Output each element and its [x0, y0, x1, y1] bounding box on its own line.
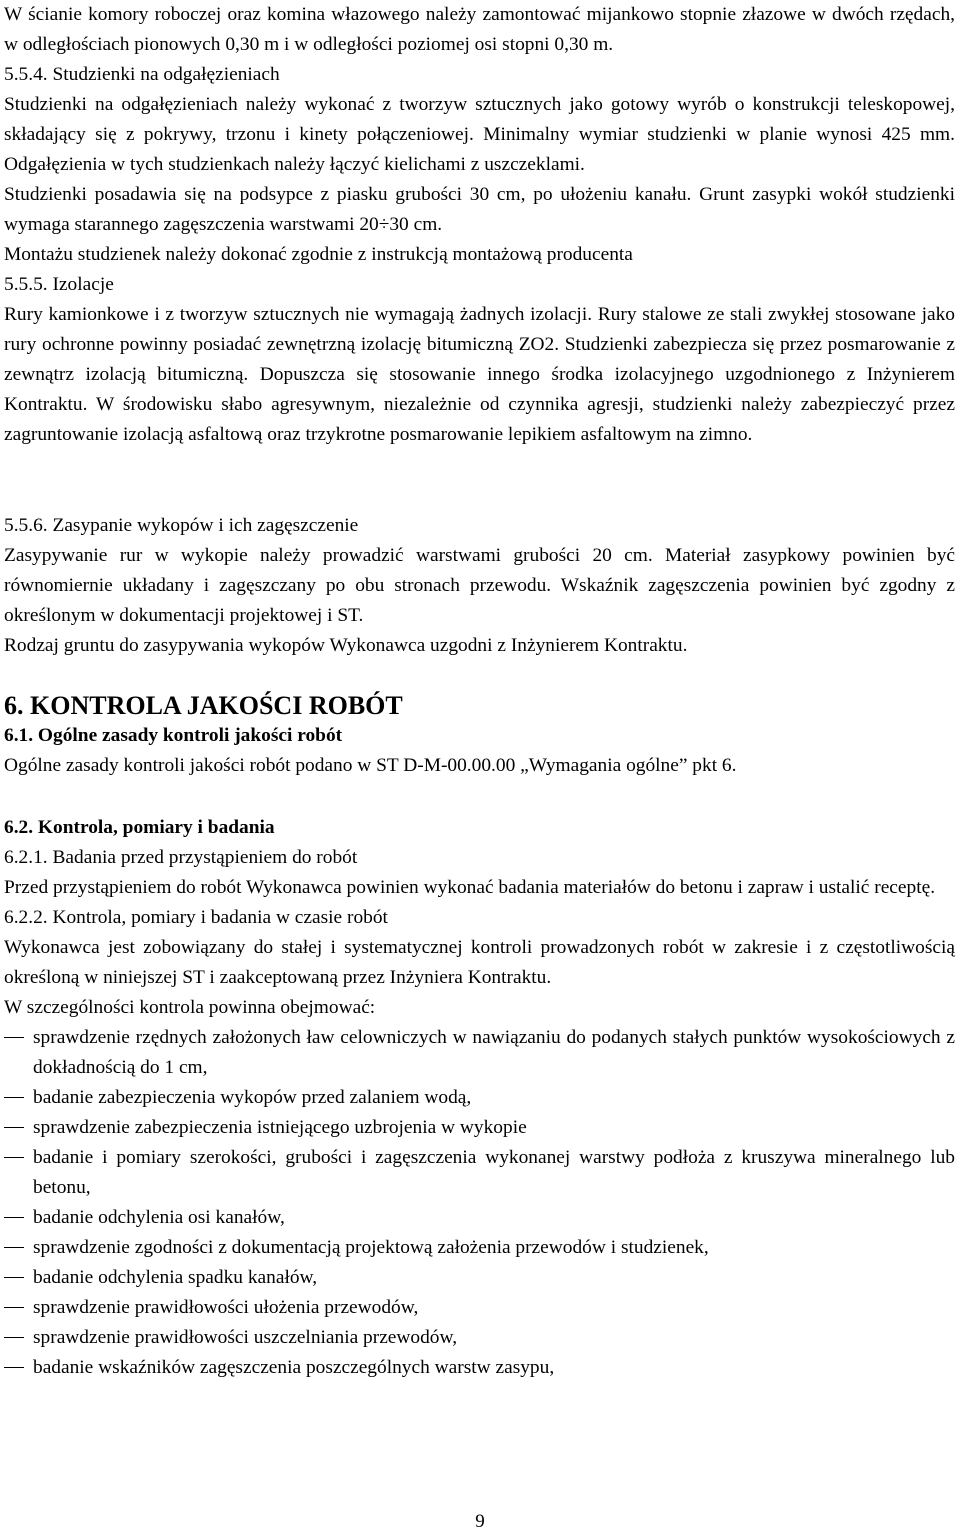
paragraph-manhole-bedding: Studzienki posadawia się na podsypce z piasku grubości 30 cm, po ułożeniu kanału. Grunt zasypki wokół studzienki wymaga starannego zagęszczenia warstwami 20÷30 cm. [4, 184, 955, 235]
dash-bullet-icon [4, 1367, 24, 1368]
section-title-5-5-5: 5.5.5. Izolacje [4, 274, 114, 295]
dash-bullet-icon [4, 1307, 24, 1308]
dash-bullet-icon [4, 1277, 24, 1278]
spacer [4, 781, 955, 813]
spacer [4, 450, 955, 511]
heading-6-1: 6.1. Ogólne zasady kontroli jakości robót [4, 725, 343, 746]
paragraph-steps: W ścianie komory roboczej oraz komina włazowego należy zamontować mijankowo stopnie złazowe w dwóch rzędach, w odległościach pionowych 0,30 m i w odległości poziomej osi stopni 0,30 m. [4, 4, 955, 55]
list-item: sprawdzenie rzędnych założonych ław celowniczych w nawiązaniu do podanych stałych punktów wysokościowych z dokładnością do 1 cm, [4, 1023, 955, 1083]
paragraph-general-rules: Ogólne zasady kontroli jakości robót podano w ST D-M-00.00.00 „Wymagania ogólne” pkt 6. [4, 755, 737, 776]
list-item: badanie i pomiary szerokości, grubości i zagęszczenia wykonanej warstwy podłoża z kruszywa mineralnego lub betonu, [4, 1143, 955, 1203]
section-title-5-5-4: 5.5.4. Studzienki na odgałęzieniach [4, 64, 280, 85]
paragraph-soil-type: Rodzaj gruntu do zasypywania wykopów Wykonawca uzgodni z Inżynierem Kontraktu. [4, 635, 688, 656]
paragraph-insulation: Rury kamionkowe i z tworzyw sztucznych nie wymagają żadnych izolacji. Rury stalowe ze stali zwykłej stosowane jako rury ochronne powinny posiadać zewnętrzną izolację bitumiczną ZO2. Studzienki zabezpiecza się przez posmarowanie z zewnątrz izolacją bitumiczną. Dopuszcza się stosowanie innego środka izolacyjnego uzgodnionego z Inżynierem Kontraktu. W środowisku słabo agresywnym, niezależnie od czynnika agresji, studzienki należy zabezpieczyć przez zagruntowanie izolacją asfaltową oraz trzykrotne posmarowanie lepikiem asfaltowym na zimno. [4, 304, 955, 445]
heading-quality-control: 6. KONTROLA JAKOŚCI ROBÓT [4, 691, 403, 720]
spacer [4, 661, 955, 691]
dash-bullet-icon [4, 1217, 24, 1218]
page-number: 9 [475, 1511, 485, 1532]
section-title-5-5-6: 5.5.6. Zasypanie wykopów i ich zagęszczenie [4, 515, 359, 536]
paragraph-backfill: Zasypywanie rur w wykopie należy prowadzić warstwami grubości 20 cm. Materiał zasypkowy powinien być równomiernie układany i zagęszczany po obu stronach przewodu. Wskaźnik zagęszczenia powinien być zgodny z określonym w dokumentacji projektowej i ST. [4, 545, 955, 626]
heading-6-2: 6.2. Kontrola, pomiary i badania [4, 817, 275, 838]
paragraph-contractor-control: Wykonawca jest zobowiązany do stałej i systematycznej kontroli prowadzonych robót w zakresie i z częstotliwością określoną w niniejszej ST i zaakceptowaną przez Inżyniera Kontraktu. [4, 937, 955, 988]
list-item: badanie odchylenia osi kanałów, [4, 1203, 955, 1233]
dash-bullet-icon [4, 1247, 24, 1248]
list-item: badanie wskaźników zagęszczenia poszczególnych warstw zasypu, [4, 1353, 955, 1383]
list-item: badanie zabezpieczenia wykopów przed zalaniem wodą, [4, 1083, 955, 1113]
control-checklist [4, 1023, 955, 1383]
paragraph-control-scope: W szczególności kontrola powinna obejmować: [4, 997, 376, 1018]
paragraph-branch-manholes: Studzienki na odgałęzieniach należy wykonać z tworzyw sztucznych jako gotowy wyrób o konstrukcji teleskopowej, składający się z pokrywy, trzonu i kinety połączeniowej. Minimalny wymiar studzienki w planie wynosi 425 mm. Odgałęzienia w tych studzienkach należy łączyć kielichami z uszczeklami. [4, 94, 955, 175]
paragraph-manhole-assembly: Montażu studzienek należy dokonać zgodnie z instrukcją montażową producenta [4, 244, 633, 265]
list-item: sprawdzenie zgodności z dokumentacją projektową założenia przewodów i studzienek, [4, 1233, 955, 1263]
list-item: sprawdzenie prawidłowości ułożenia przewodów, [4, 1293, 955, 1323]
list-item: sprawdzenie zabezpieczenia istniejącego uzbrojenia w wykopie [4, 1113, 955, 1143]
section-title-6-2-2: 6.2.2. Kontrola, pomiary i badania w czasie robót [4, 907, 388, 928]
dash-bullet-icon [4, 1337, 24, 1338]
section-title-6-2-1: 6.2.1. Badania przed przystąpieniem do robót [4, 847, 358, 868]
paragraph-tests-before-works: Przed przystąpieniem do robót Wykonawca powinien wykonać badania materiałów do betonu i zapraw i ustalić receptę. [4, 877, 936, 898]
list-item: sprawdzenie prawidłowości uszczelniania przewodów, [4, 1323, 955, 1353]
dash-bullet-icon [4, 1127, 24, 1128]
dash-bullet-icon [4, 1157, 24, 1158]
dash-bullet-icon [4, 1097, 24, 1098]
list-item: badanie odchylenia spadku kanałów, [4, 1263, 955, 1293]
dash-bullet-icon [4, 1037, 24, 1038]
